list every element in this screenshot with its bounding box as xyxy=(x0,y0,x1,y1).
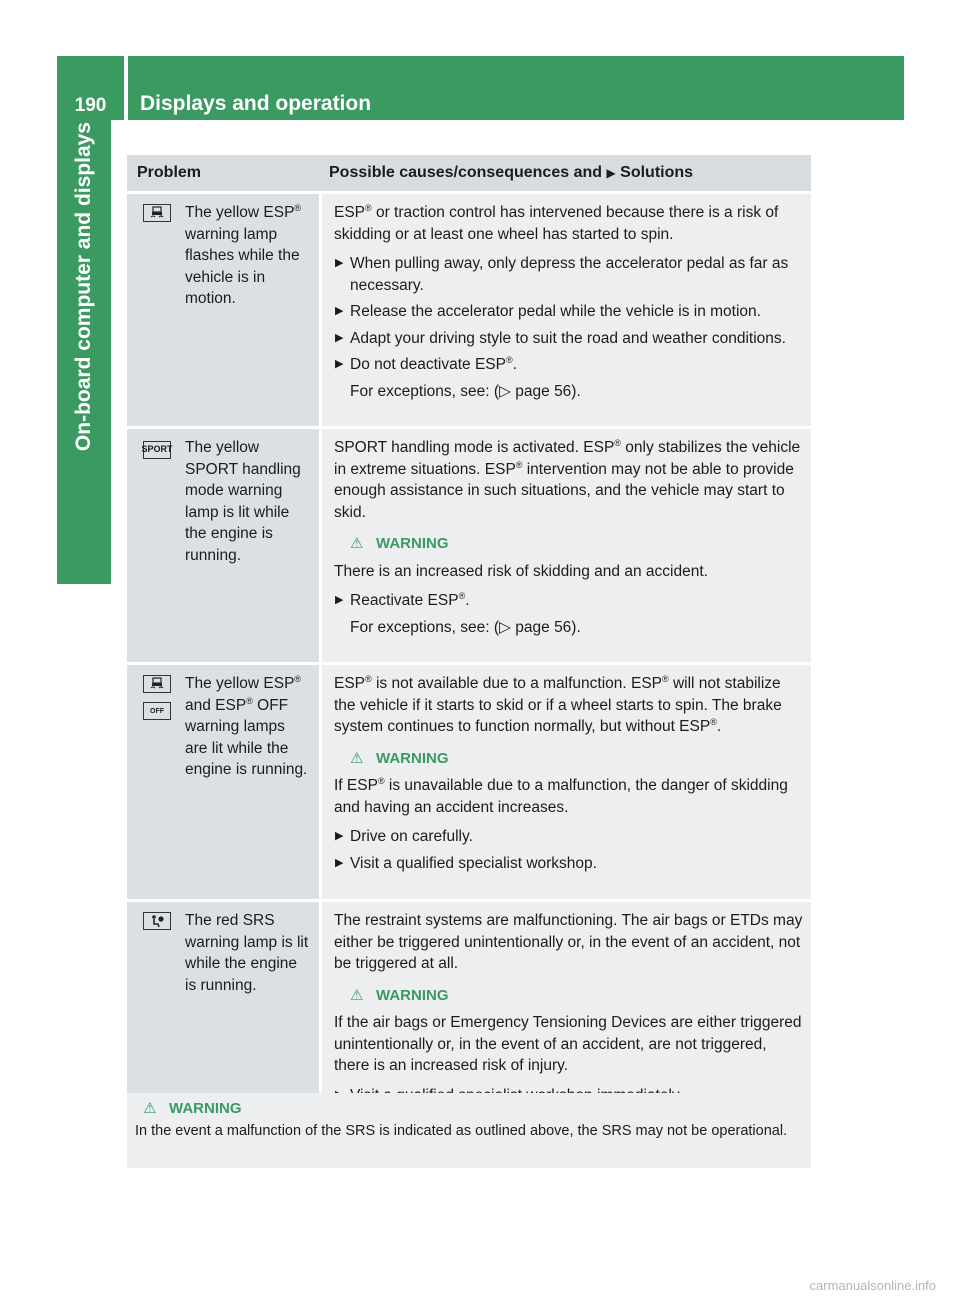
solution-cell xyxy=(319,426,811,662)
col-solutions-post: Solutions xyxy=(620,164,694,181)
section-title: Displays and operation xyxy=(128,56,904,120)
footer-watermark: carmanualsonline.info xyxy=(809,1278,936,1293)
problem-cell xyxy=(127,662,319,899)
table-row xyxy=(127,426,811,662)
step-arrow-icon: ▶ xyxy=(335,856,344,869)
solution-cell xyxy=(319,662,811,899)
esp-warning-icon xyxy=(143,204,171,222)
solution-step: ▶ Reactivate ESP®. xyxy=(334,590,803,612)
warning-heading: ⚠ WARNING xyxy=(143,1100,242,1117)
bottom-warning-text: In the event a malfunction of the SRS is indicated as outlined above, the SRS may not be operational. xyxy=(135,1123,788,1139)
solution-step: ▶ Adapt your driving style to suit the road and weather conditions. xyxy=(334,328,803,350)
warning-triangle-icon: ⚠ xyxy=(350,535,364,552)
page-number: 190 xyxy=(57,56,124,120)
page-ref-arrow-icon: ▷ xyxy=(499,618,511,636)
solution-step: ▶ Release the accelerator pedal while the vehicle is in motion. xyxy=(334,301,803,323)
col-solutions-header xyxy=(319,155,811,191)
col-problem-header: Problem xyxy=(127,155,319,191)
solution-intro: ESP® is not available due to a malfunction. ESP® will not stabilize the vehicle if it starts to skid or if a wheel starts to spin. The brake system continues to function normally, but without ESP®. xyxy=(334,673,782,735)
step-arrow-icon: ▶ xyxy=(335,257,344,269)
solution-step: ▶ Do not deactivate ESP®. xyxy=(334,354,803,376)
problem-cell xyxy=(127,191,319,426)
page-reference[interactable]: For exceptions, see: (▷ page 56). xyxy=(350,382,581,400)
sport-mode-icon: SPORT xyxy=(143,441,171,459)
problem-text: The yellow ESP® and ESP® OFF warning lamps are lit while the engine is running. xyxy=(185,673,308,778)
table-header-row xyxy=(127,155,811,191)
problem-cell xyxy=(127,426,319,662)
problem-text: The red SRS warning lamp is lit while the engine is running. xyxy=(185,912,309,994)
solution-cell xyxy=(319,191,811,426)
solution-step: ▶ When pulling away, only depress the accelerator pedal as far as necessary. xyxy=(335,255,789,294)
step-arrow-icon: ▶ xyxy=(335,331,344,344)
col-solutions-pre: Possible causes/consequences and xyxy=(329,164,603,181)
step-arrow-icon: ▶ xyxy=(335,594,344,606)
esp-warning-icon xyxy=(143,675,171,693)
solution-step: ▶ Visit a qualified specialist workshop. xyxy=(334,853,803,875)
solution-intro: SPORT handling mode is activated. ESP® only stabilizes the vehicle in extreme situations. ESP® intervention may not be able to provide enough assistance in such situations, and the vehicle may start to skid. xyxy=(334,437,801,521)
table-row xyxy=(127,191,811,426)
esp-off-icon: OFF xyxy=(143,702,171,720)
warning-text: If ESP® is unavailable due to a malfunction, the danger of skidding and having an accident increases. xyxy=(334,775,788,816)
warning-heading: ⚠ WARNING xyxy=(334,985,803,1007)
play-arrow-icon: ▶ xyxy=(606,166,616,180)
airbag-srs-icon xyxy=(143,912,171,930)
warning-text: There is an increased risk of skidding and an accident. xyxy=(334,562,708,580)
side-tab-label: On-board computer and displays xyxy=(72,122,95,452)
warning-triangle-icon: ⚠ xyxy=(350,749,364,767)
warning-triangle-icon: ⚠ xyxy=(143,1100,157,1117)
page-ref-arrow-icon: ▷ xyxy=(499,382,511,400)
problem-text: The yellow SPORT handling mode warning lamp is lit while the engine is running. xyxy=(185,439,301,564)
warning-heading: ⚠ WARNING xyxy=(334,748,803,770)
warning-heading: ⚠ WARNING xyxy=(334,533,803,555)
table-row xyxy=(127,662,811,899)
problem-text: The yellow ESP® warning lamp flashes while the vehicle is in motion. xyxy=(185,202,302,307)
step-arrow-icon: ▶ xyxy=(335,305,344,317)
problems-table xyxy=(127,155,811,1131)
step-arrow-icon: ▶ xyxy=(335,358,344,370)
warning-triangle-icon: ⚠ xyxy=(350,986,364,1004)
warning-text: If the air bags or Emergency Tensioning Devices are either triggered unintentionally or, in the event of an accident, are not triggered, there is an increased risk of injury. xyxy=(334,1014,802,1074)
step-arrow-icon: ▶ xyxy=(335,830,344,842)
solution-step: ▶ Drive on carefully. xyxy=(334,826,803,848)
solution-intro: The restraint systems are malfunctioning. The air bags or ETDs may either be triggered unintentionally or, in the event of an accident, not be triggered at all. xyxy=(334,912,803,972)
bottom-warning-box xyxy=(127,1093,811,1168)
page-reference[interactable]: For exceptions, see: (▷ page 56). xyxy=(350,618,581,636)
solution-intro: ESP® or traction control has intervened because there is a risk of skidding or at least one wheel has started to spin. xyxy=(334,202,779,243)
